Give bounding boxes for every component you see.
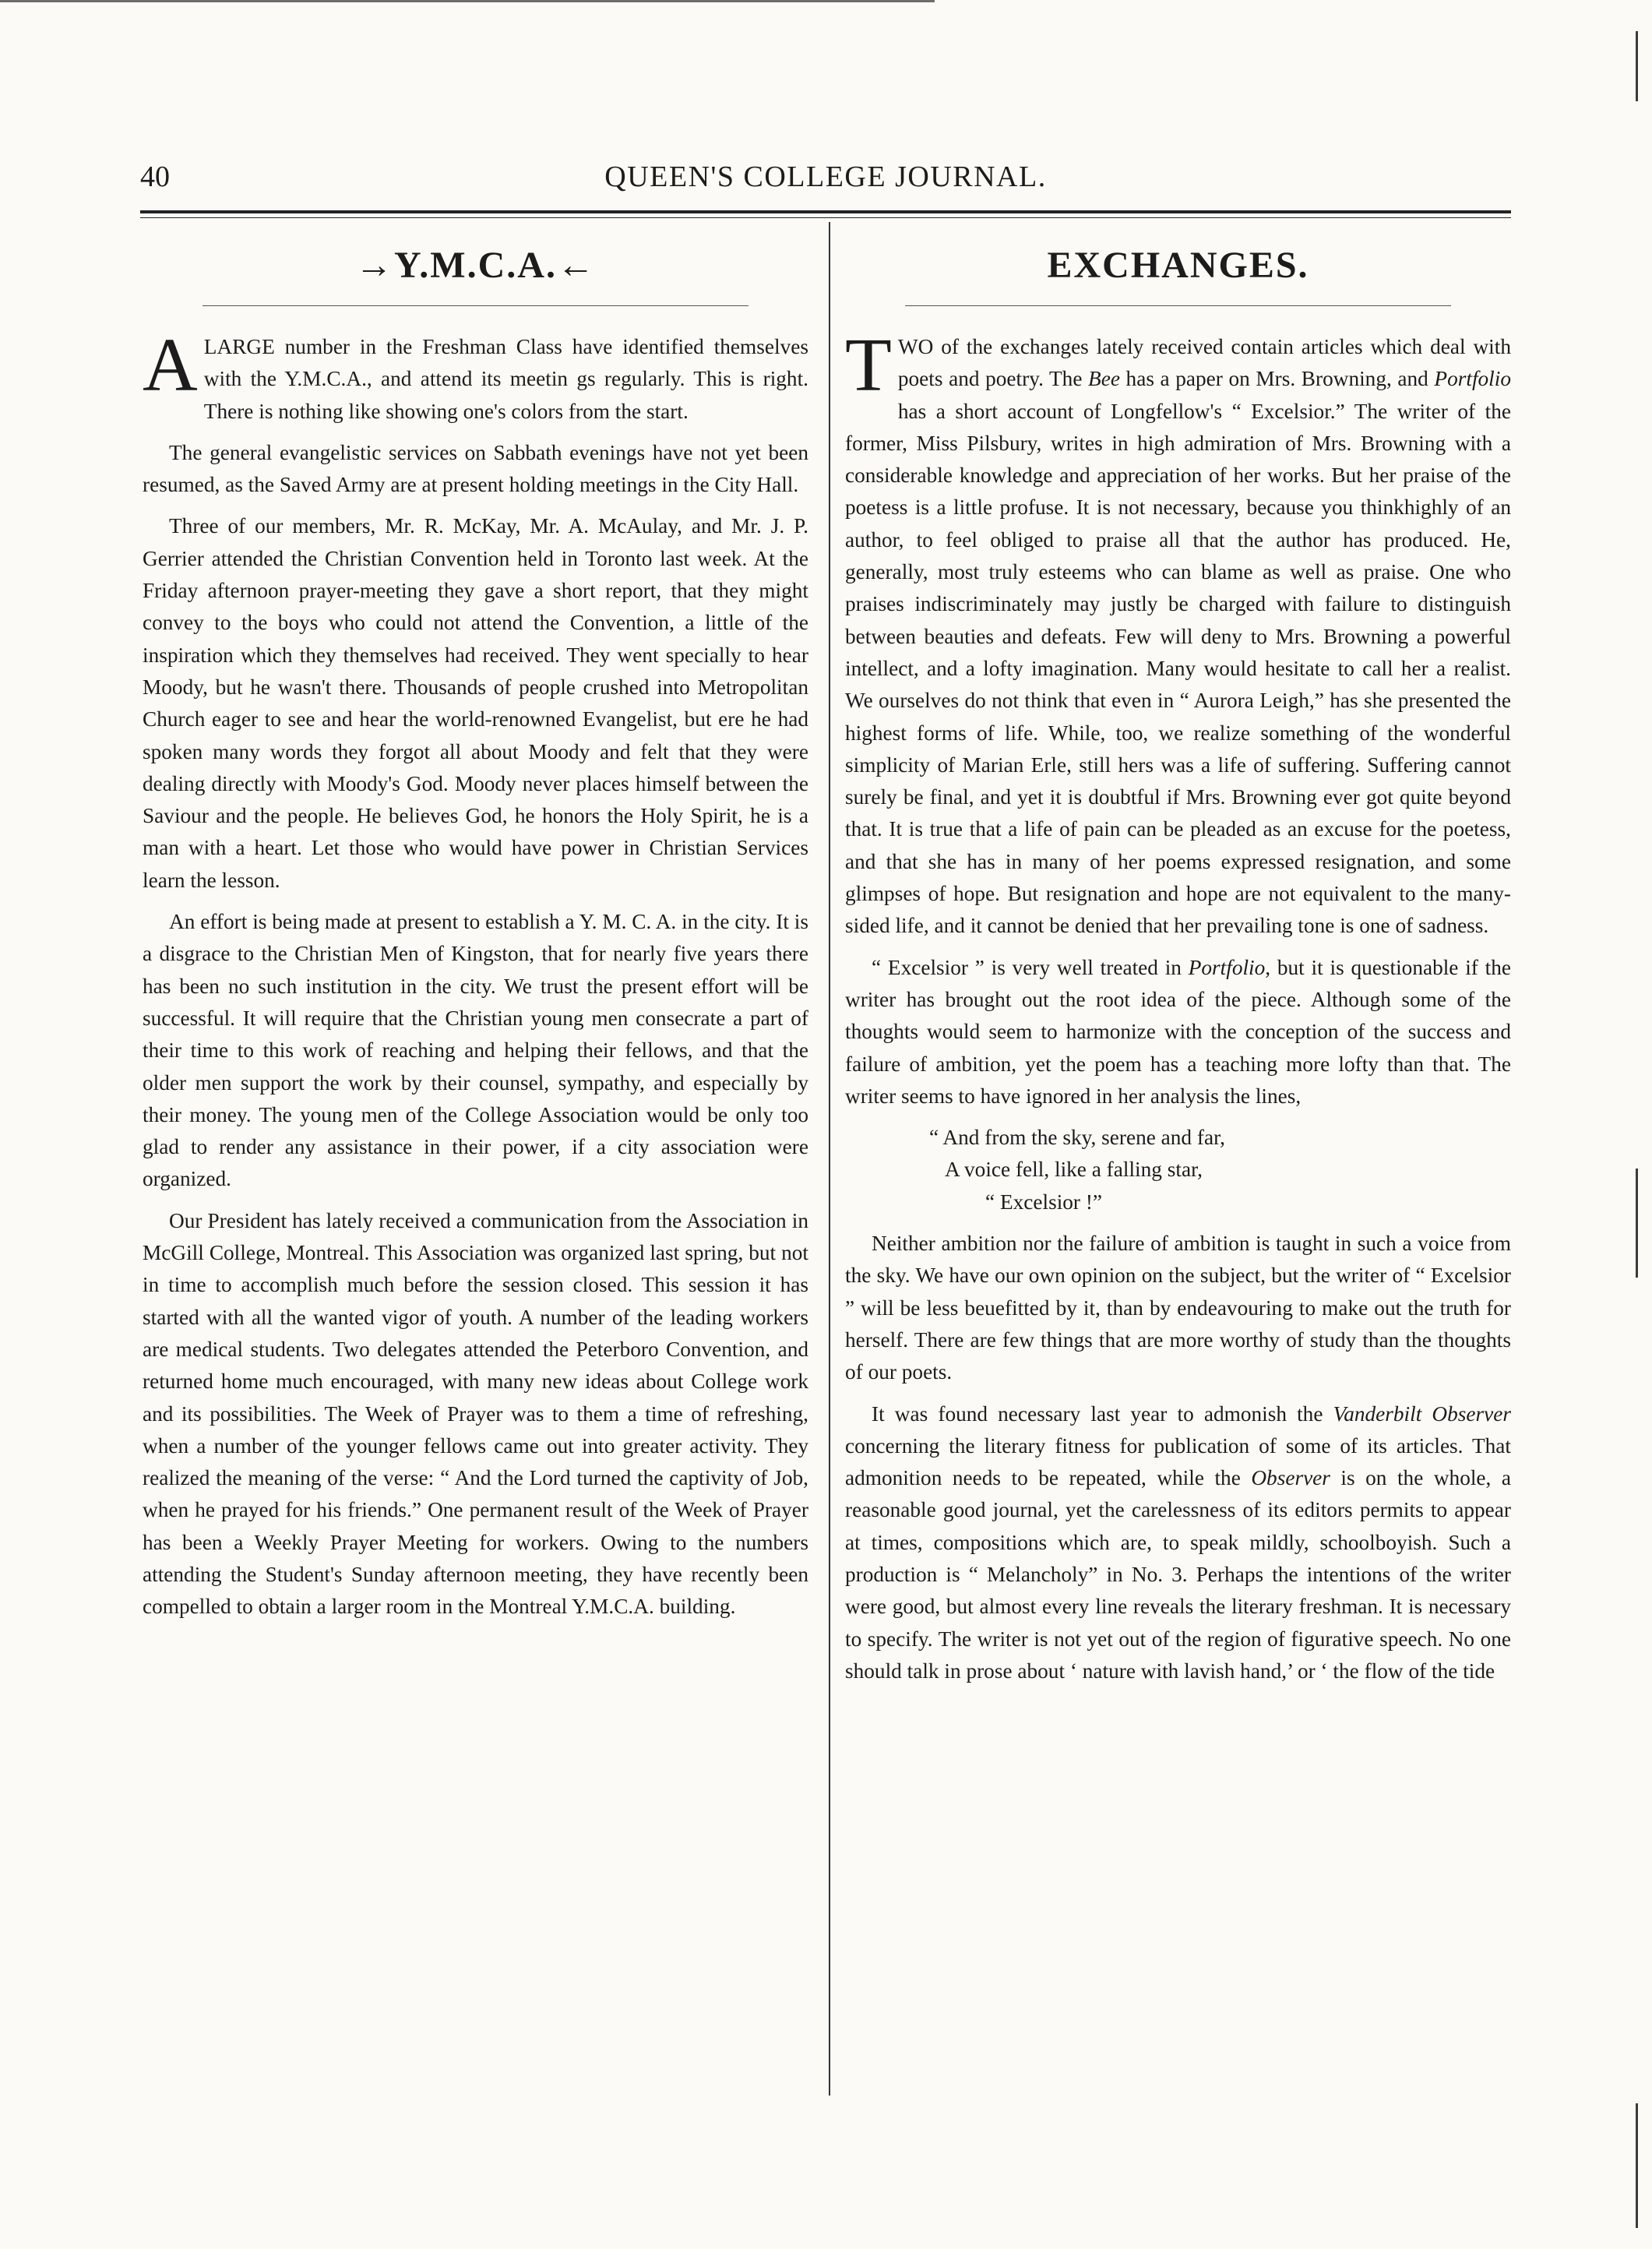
poem-line: “ And from the sky, serene and far, (929, 1126, 1225, 1150)
ymca-body (143, 323, 808, 1623)
scan-noise-mark (1636, 31, 1638, 101)
exchanges-column (845, 234, 1511, 1697)
header-rule-thin (140, 217, 1511, 218)
page-number: 40 (140, 160, 170, 193)
ymca-heading: →Y.M.C.A.← (355, 245, 596, 286)
publication-title: Portfolio, (1188, 955, 1271, 979)
paragraph: Neither ambition nor the failure of ambition is taught in such a voice from the sky. We have our own opinion on the subject, but the writer of “ Excelsior ” will be less beuefitted by it, than by endeavouring to make out the truth for herself. There are few things that are more worthy of study than the thoughts of our poets. (845, 1232, 1511, 1384)
drop-cap: T (845, 323, 892, 407)
paragraph: A LARGE number in the Freshman Class have identified themselves with the Y.M.C.A., and attend its meetin gs regularly. This is right. There is nothing like showing one's colors from the start. (143, 323, 808, 423)
heading-rule (203, 305, 749, 306)
scan-noise-mark (1636, 1169, 1638, 1278)
paragraph: The general evangelistic services on Sabbath evenings have not yet been resumed, as the Saved Army are at present holding meetings in the City Hall. (143, 440, 808, 497)
exchanges-heading: EXCHANGES. (1047, 245, 1309, 286)
running-head: QUEEN'S COLLEGE JOURNAL. (604, 160, 1047, 193)
paragraph: It was found necessary last year to admonish the Vanderbilt Observer concerning the literary fitness for publication of some of its articles. That admonition needs to be repeated, while the Observer is on the whole, a reasonable good journal, yet the carelessness of its editors permits to appear at times, compositions which are, to speak mildly, schoolboyish. Such a production is “ Melancholy” in No. 3. Perhaps the intentions of the writer were good, but almost every line reveals the literary freshman. It is necessary to specify. The writer is not yet out of the region of figurative speech. No one should talk in prose about ‘ nature with lavish hand,’ or ‘ the flow of the tide (845, 1401, 1511, 1683)
scan-noise-mark (1636, 2103, 1638, 2228)
exchanges-body (845, 323, 1511, 1687)
publication-title: Observer (1251, 1466, 1330, 1490)
poem-line: “ Excelsior !” (985, 1190, 1103, 1214)
drop-cap: A (143, 323, 198, 407)
poem-quote (845, 1122, 1511, 1218)
paragraph: TWO of the exchanges lately received contain articles which deal with poets and poetry. The Bee has a paper on Mrs. Browning, and Portfolio has a short account of Longfellow's “ Excelsior.” The writer of the former, Miss Pilsbury, writes in high admiration of Mrs. Browning with a considerable knowledge and appreciation of her works. But her praise of the poetess is a little profuse. It is not necessary, because you thinkhighly of an author, to feel obliged to praise all that the author has produced. He, generally, most truly esteems who can blame as well as praise. One who praises indiscriminately may justly be charged with failure to distinguish between beauties and defeats. Few will deny to Mrs. Browning a powerful intellect, and a lofty imagination. Many would hesitate to call her a realist. We ourselves do not think that even in “ Aurora Leigh,” has she presented the highest forms of life. While, too, we realize something of the wonderful simplicity of Marian Erle, still hers was a life of suffering. Suffering cannot surely be final, and yet it is doubtful if Mrs. Browning ever got quite beyond that. It is true that a life of pain can be pleaded as an excuse for the poetess, and that she has in many of her poems expressed resignation, and some glimpses of hope. But resignation and hope are not equivalent to the many-sided life, and it cannot be denied that her prevailing tone is one of sadness. (845, 323, 1511, 938)
paragraph: Three of our members, Mr. R. McKay, Mr. A. McAulay, and Mr. J. P. Gerrier attended the Christian Convention held in Toronto last week. At the Friday afternoon prayer-meeting they gave a short report, that they might convey to the boys who could not attend the Convention, a little of the inspiration which they themselves had received. They went specially to hear Moody, but he wasn't there. Thousands of people crushed into Metropolitan Church eager to see and hear the world-renowned Evangelist, but ere he had spoken many words they forgot all about Moody and felt that they were dealing directly with Moody's God. Moody never places himself between the Saviour and the people. He believes God, he honors the Holy Spirit, he is a man with a heart. Let those who would have power in Christian Services learn the lesson. (143, 514, 808, 892)
paragraph: An effort is being made at present to establish a Y. M. C. A. in the city. It is a disgrace to the Christian Men of Kingston, that for nearly five years there has been no such institution in the city. We trust the present effort will be successful. It will require that the Christian young men consecrate a part of their time to this work of reaching and helping their fellows, and that the older men support the work by their counsel, sympathy, and especially by their money. The young men of the College Association would be only too glad to render any assistance in their power, if a city association were organized. (143, 910, 808, 1191)
poem-line: A voice fell, like a falling star, (945, 1158, 1203, 1182)
paragraph: “ Excelsior ” is very well treated in Portfolio, but it is questionable if the writer has brought out the root idea of the piece. Although some of the thoughts would seem to harmonize with the conception of the success and failure of ambition, yet the poem has a teaching more lofty than that. The writer seems to have ignored in her analysis the lines, (845, 955, 1511, 1108)
publication-title: Bee (1088, 367, 1120, 391)
header-rule (140, 210, 1511, 213)
ymca-column (143, 234, 808, 1633)
paragraph: Our President has lately received a communication from the Association in McGill College, Montreal. This Association was organized last spring, but not in time to accomplish much before the session closed. This session it has started with all the wanted vigor of youth. A number of the leading workers are medical students. Two delegates attended the Peterboro Convention, and returned home much encouraged, with many new ideas about College work and its possibilities. The Week of Prayer was to them a time of refreshing, when a number of the younger fellows came out into greater activity. They realized the meaning of the verse: “ And the Lord turned the captivity of Job, when he prayed for his friends.” One permanent result of the Week of Prayer has been a Weekly Prayer Meeting for workers. Owing to the numbers attending the Student's Sunday afternoon meeting, they have recently been compelled to obtain a larger room in the Montreal Y.M.C.A. building. (143, 1208, 808, 1619)
publication-title: Vanderbilt Observer (1333, 1401, 1511, 1426)
publication-title: Portfolio (1434, 367, 1511, 391)
top-scan-rule (0, 0, 935, 2)
column-divider (829, 222, 830, 2096)
page-header (140, 160, 1511, 206)
heading-rule (905, 305, 1451, 306)
